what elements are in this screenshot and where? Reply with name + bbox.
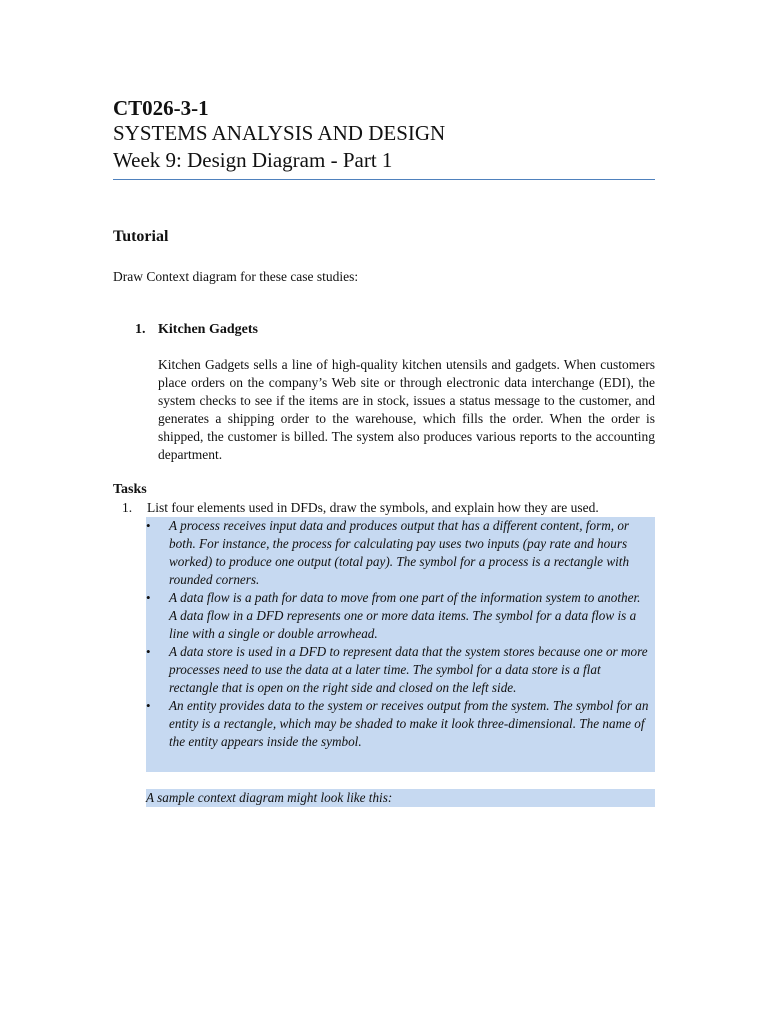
course-name: SYSTEMS ANALYSIS AND DESIGN (113, 121, 446, 145)
tasks-heading: Tasks (113, 482, 147, 497)
bullet-icon: • (146, 518, 151, 533)
sample-diagram-note: A sample context diagram might look like this: (146, 789, 655, 807)
week-title: Week 9: Design Diagram - Part 1 (113, 148, 393, 172)
case-study-heading (135, 322, 258, 338)
answer-text: A data store is used in a DFD to represent data that the system stores because one or more processes need to use the data at a later time. The symbol for a data store is a flat rectangle that is open on the right side and closed on the left side. (169, 644, 648, 695)
case-study-description: Kitchen Gadgets sells a line of high-quality kitchen utensils and gadgets. When customers place orders on the company’s Web site or through electronic data interchange (EDI), the system checks to see if the items are in stock, issues a status message to the customer, and generates a shipping order to the warehouse, which fills the order. When the order is shipped, the customer is billed. The system also produces various reports to the accounting department. (158, 357, 655, 462)
course-code: CT026-3-1 (113, 96, 209, 120)
title-divider (113, 179, 655, 180)
answer-text: A data flow is a path for data to move from one part of the information system to another. A data flow in a DFD represents one or more data items. The symbol for a data flow is a line with a single or double arrowhead. (169, 590, 641, 641)
bullet-icon: • (146, 644, 151, 659)
section-title: Tutorial (113, 228, 169, 245)
case-study-number: 1. (135, 322, 146, 337)
answer-item-process (146, 517, 655, 589)
answer-item-data-flow (146, 589, 655, 643)
answer-item-data-store (146, 643, 655, 697)
bullet-icon: • (146, 590, 151, 605)
task-number: 1. (122, 500, 133, 515)
answer-list (146, 517, 655, 772)
bullet-icon: • (146, 698, 151, 713)
answer-item-entity (146, 697, 655, 751)
answer-text: An entity provides data to the system or receives output from the system. The symbol for an entity is a rectangle, which may be shaded to make it look three-dimensional. The name of the entity appears inside the symbol. (169, 698, 649, 749)
instruction-text: Draw Context diagram for these case studies: (113, 269, 359, 284)
task-item (122, 500, 599, 516)
answer-text: A process receives input data and produces output that has a different content, form, or both. For instance, the process for calculating pay uses two inputs (pay rate and hours worked) to produce one output (total pay). The symbol for a process is a rectangle with rounded corners. (169, 518, 630, 587)
case-study-title: Kitchen Gadgets (158, 322, 258, 337)
task-text: List four elements used in DFDs, draw the symbols, and explain how they are used. (147, 500, 599, 515)
